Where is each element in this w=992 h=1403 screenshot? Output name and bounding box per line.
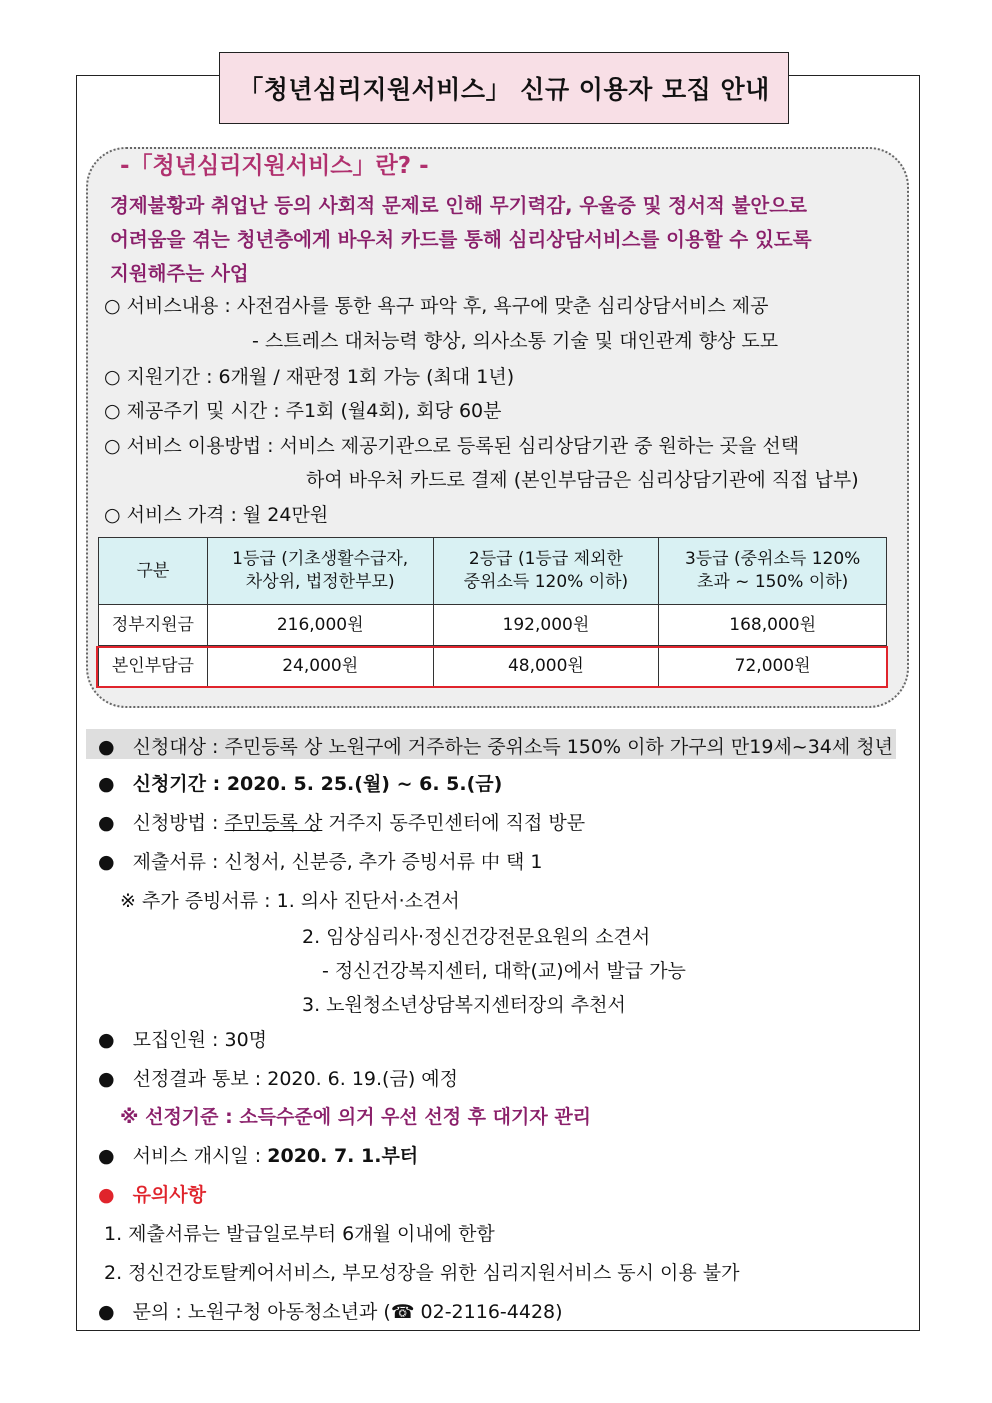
service-start-date: 2020. 7. 1.부터: [267, 1145, 419, 1167]
usage-method-detail: 하여 바우처 카드로 결제 (본인부담금은 심리상담기관에 직접 납부): [306, 469, 859, 491]
row-label-gov-support: 정부지원금: [99, 605, 208, 646]
extra-docs-3: 3. 노원청소년상담복지센터장의 추천서: [302, 994, 626, 1016]
recruit-count: ● 모집인원 : 30명: [98, 1025, 267, 1052]
selection-criteria: ※ 선정기준 : 소득수준에 의거 우선 선정 후 대기자 관리: [120, 1106, 592, 1128]
bullet-icon: ●: [98, 812, 115, 834]
header-grade-2: [433, 538, 659, 605]
service-content-detail: - 스트레스 대처능력 향상, 의사소통 기술 및 대인관계 향상 도모: [252, 330, 779, 352]
apply-method-suffix: 거주지 동주민센터에 직접 방문: [322, 812, 586, 834]
caution-2: 2. 정신건강토탈케어서비스, 부모성장을 위한 심리지원서비스 동시 이용 불가: [104, 1262, 740, 1284]
header-grade-2-line-2: 중위소득 120% 이하): [463, 572, 629, 592]
self-pay-grade-3: 72,000원: [659, 646, 887, 687]
intro-heading: -「청년심리지원서비스」란? -: [120, 153, 429, 179]
header-grade-1-line-1: 1등급 (기초생활수급자,: [232, 549, 409, 570]
header-grade-1: [207, 538, 433, 605]
apply-period: ● 신청기간 : 2020. 5. 25.(월) ~ 6. 5.(금): [98, 769, 502, 796]
caution-title: 유의사항: [132, 1184, 207, 1206]
service-price: ○ 서비스 가격 : 월 24만원: [104, 504, 329, 526]
service-cycle: ○ 제공주기 및 시간 : 주1회 (월4회), 회당 60분: [104, 400, 502, 422]
apply-method-prefix: 신청방법 :: [132, 812, 225, 834]
usage-method: ○ 서비스 이용방법 : 서비스 제공기관으로 등록된 심리상담기관 중 원하는 곳을 선택: [104, 435, 800, 457]
row-label-self-pay: 본인부담금: [99, 646, 208, 687]
selection-result: ● 선정결과 통보 : 2020. 6. 19.(금) 예정: [98, 1064, 458, 1091]
support-period: ○ 지원기간 : 6개월 / 재판정 1회 가능 (최대 1년): [104, 366, 515, 388]
extra-docs-1: ※ 추가 증빙서류 : 1. 의사 진단서·소견서: [120, 890, 460, 912]
self-pay-grade-1: 24,000원: [207, 646, 433, 687]
intro-description-line-3: 지원해주는 사업: [110, 262, 249, 285]
caution-1: 1. 제출서류는 발급일로부터 6개월 이내에 한함: [104, 1223, 495, 1245]
fee-table-header-row: [99, 538, 887, 605]
gov-support-grade-1: 216,000원: [207, 605, 433, 646]
header-grade-3-line-1: 3등급 (중위소득 120%: [684, 549, 861, 570]
service-start: [98, 1141, 418, 1168]
header-grade-3-line-2: 초과 ~ 150% 이하): [696, 572, 849, 592]
table-row: [99, 605, 887, 646]
service-content: ○ 서비스내용 : 사전검사를 통한 욕구 파악 후, 욕구에 맞춘 심리상담서비스 제공: [104, 295, 769, 317]
self-pay-grade-2: 48,000원: [433, 646, 659, 687]
extra-docs-2: 2. 임상심리사·정신건강전문요원의 소견서: [302, 926, 651, 948]
contact-info: ● 문의 : 노원구청 아동청소년과 (☎ 02-2116-4428): [98, 1297, 563, 1324]
header-grade-3: [659, 538, 887, 605]
caution-heading: [98, 1180, 206, 1207]
extra-docs-2-detail: - 정신건강복지센터, 대학(교)에서 발급 가능: [322, 960, 686, 982]
apply-method: [98, 808, 585, 835]
bullet-icon: ●: [98, 1184, 115, 1206]
fee-table: [98, 537, 887, 687]
table-row: [99, 646, 887, 687]
intro-description-line-1: 경제불황과 취업난 등의 사회적 문제로 인해 무기력감, 우울증 및 정서적 불안으로: [110, 194, 807, 217]
apply-target: ● 신청대상 : 주민등록 상 노원구에 거주하는 중위소득 150% 이하 가구의 만19세~34세 청년: [98, 732, 893, 759]
page-title-text: 「청년심리지원서비스」 신규 이용자 모집 안내: [238, 75, 770, 104]
submit-documents: ● 제출서류 : 신청서, 신분증, 추가 증빙서류 中 택 1: [98, 847, 543, 874]
gov-support-grade-2: 192,000원: [433, 605, 659, 646]
header-grade-1-line-2: 차상위, 법정한부모): [245, 572, 395, 592]
service-start-prefix: 서비스 개시일 :: [132, 1145, 268, 1167]
header-category: 구분: [99, 538, 208, 605]
apply-method-underlined: 주민등록 상: [224, 812, 323, 834]
page-title: [219, 52, 789, 124]
header-grade-2-line-1: 2등급 (1등급 제외한: [468, 549, 623, 570]
bullet-icon: ●: [98, 1145, 115, 1167]
gov-support-grade-3: 168,000원: [659, 605, 887, 646]
intro-description-line-2: 어려움을 겪는 청년층에게 바우처 카드를 통해 심리상담서비스를 이용할 수 있도록: [110, 228, 812, 251]
